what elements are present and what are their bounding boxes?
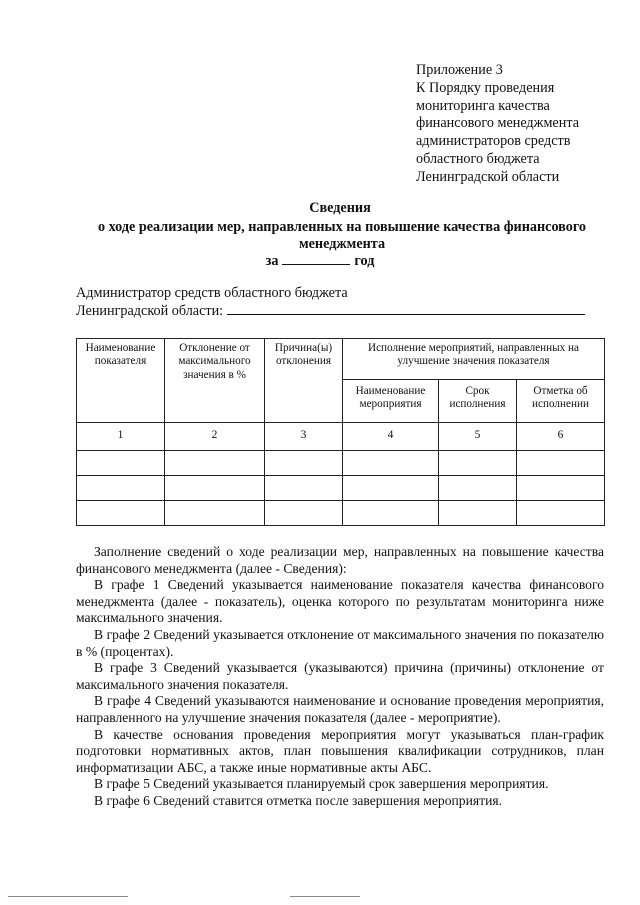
- reporting-period: [0, 252, 640, 270]
- column-number: 6: [517, 423, 605, 451]
- table-cell: [265, 451, 343, 476]
- scan-mark: [290, 896, 360, 897]
- table-cell: [165, 501, 265, 526]
- appendix-block: [416, 62, 626, 187]
- instruction-paragraph: В графе 6 Сведений ставится отметка после завершения мероприятия.: [94, 792, 502, 808]
- table-cell: [265, 501, 343, 526]
- instruction-paragraph: В графе 3 Сведений указывается (указываются) причина (причины) отклонение от максимального значения показателя.: [76, 660, 604, 692]
- column-number-row: [77, 423, 605, 451]
- table-cell: [343, 501, 439, 526]
- header-measure-name: Наименование мероприятия: [343, 380, 439, 423]
- table-cell: [517, 451, 605, 476]
- header-deadline: Срок исполнения: [439, 380, 517, 423]
- administrator-label-line2: Ленинградской области:: [76, 303, 224, 319]
- administrator-blank-line: [227, 302, 585, 315]
- table-cell: [343, 451, 439, 476]
- table-cell: [517, 476, 605, 501]
- table-row: [77, 451, 605, 476]
- period-year-blank: [282, 252, 350, 265]
- table-cell: [165, 451, 265, 476]
- header-completion-mark: Отметка об исполнении: [517, 380, 605, 423]
- header-reasons: Причина(ы) отклонения: [265, 339, 343, 423]
- measures-table: [76, 338, 605, 526]
- table-cell: [265, 476, 343, 501]
- scan-mark: [8, 896, 128, 897]
- table-cell: [77, 476, 165, 501]
- administrator-block: [76, 284, 585, 320]
- header-measures-execution: Исполнение мероприятий, направленных на улучшение значения показателя: [343, 339, 605, 380]
- table-cell: [343, 476, 439, 501]
- administrator-label-line1: Администратор средств областного бюджета: [76, 285, 348, 301]
- document-subtitle: о ходе реализации мер, направленных на повышение качества финансового менеджмента: [97, 219, 587, 252]
- instructions-text: [76, 544, 604, 810]
- instruction-paragraph: Заполнение сведений о ходе реализации мер, направленных на повышение качества финансового менеджмента (далее - Сведения):: [76, 544, 604, 576]
- instruction-paragraph: В графе 1 Сведений указывается наименование показателя качества финансового менеджмента (далее - показатель), оценка которого по результатам мониторинга ниже максимального значения.: [76, 577, 604, 626]
- column-number: 5: [439, 423, 517, 451]
- appendix-line: К Порядку проведения: [416, 79, 555, 96]
- appendix-line: Ленинградской области: [416, 168, 560, 185]
- instruction-paragraph: В графе 2 Сведений указывается отклонение от максимального значения по показателю в % (процентах).: [76, 626, 604, 659]
- table-cell: [439, 501, 517, 526]
- instruction-paragraph: В графе 5 Сведений указывается планируемый срок завершения мероприятия.: [94, 776, 549, 792]
- column-number: 3: [265, 423, 343, 451]
- table-cell: [517, 501, 605, 526]
- appendix-line: областного бюджета: [416, 150, 540, 167]
- column-number: 2: [165, 423, 265, 451]
- column-number: 4: [343, 423, 439, 451]
- period-suffix: год: [354, 253, 375, 269]
- header-deviation: Отклонение от максимального значения в %: [165, 339, 265, 423]
- instruction-paragraph: В графе 4 Сведений указываются наименование и основание проведения мероприятия, направленного на улучшение значения показателя (далее - мероприятие).: [76, 693, 604, 725]
- appendix-line: финансового менеджмента: [416, 115, 579, 132]
- header-indicator-name: Наименование показателя: [77, 339, 165, 423]
- scan-edge-marks: [0, 896, 640, 900]
- table-cell: [77, 451, 165, 476]
- appendix-line: администраторов средств: [416, 133, 571, 150]
- table-row: [77, 476, 605, 501]
- appendix-line: мониторинга качества: [416, 97, 550, 114]
- table-cell: [165, 476, 265, 501]
- table-cell: [439, 451, 517, 476]
- column-number: 1: [77, 423, 165, 451]
- instruction-paragraph: В качестве основания проведения мероприятия могут указываться план-график подготовки нормативных актов, план повышения квалификации сотрудников, план информатизации АБС, а также иные нормативные акты АБС.: [76, 726, 604, 775]
- appendix-line: Приложение 3: [416, 62, 503, 78]
- table-row: [77, 501, 605, 526]
- table-cell: [439, 476, 517, 501]
- document-title: Сведения: [309, 200, 371, 216]
- period-prefix: за: [265, 253, 279, 269]
- table-cell: [77, 501, 165, 526]
